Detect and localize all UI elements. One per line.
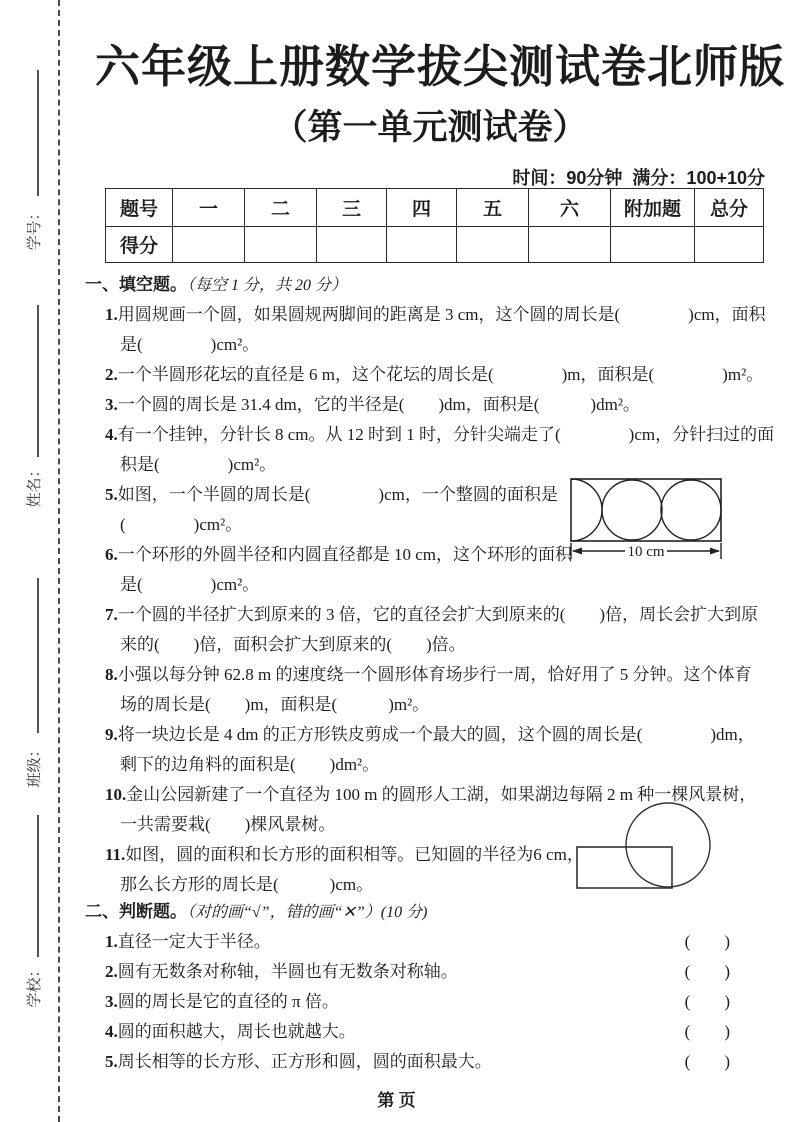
- judge-blank-parens: ( ): [684, 962, 730, 981]
- judge-blank-parens: ( ): [684, 932, 730, 951]
- judge-row: [85, 1047, 775, 1077]
- question-line: [85, 720, 775, 750]
- question-line: [85, 690, 775, 720]
- class-field-label: 班级：: [27, 742, 43, 788]
- name-write-line: [37, 305, 39, 457]
- question-text: 积是( )cm²。: [120, 455, 277, 474]
- question-number: 5.: [105, 1052, 118, 1071]
- figure-circle: [626, 803, 710, 887]
- question-text: 一个环形的外圆半径和内圆直径都是 10 cm，这个环形的面积: [117, 545, 573, 564]
- question-text: 那么长方形的周长是( )cm。: [120, 875, 374, 894]
- question-text: 有一个挂钟，分针长 8 cm。从 12 时到 1 时，分针尖端走了( )cm，分针扫过的面: [117, 425, 775, 444]
- question-text: ( )cm²。: [120, 515, 243, 534]
- section-heading: [85, 270, 775, 300]
- question-line: [85, 300, 775, 330]
- judge-blank-parens: ( ): [684, 992, 730, 1011]
- question-text: 一个半圆形花坛的直径是 6 m，这个花坛的周长是( )m，面积是( )m²。: [117, 365, 764, 384]
- school-write-line: [37, 815, 39, 957]
- question-number: 3.: [105, 992, 118, 1011]
- question-number: 2.: [105, 365, 118, 384]
- score-cell: [317, 227, 387, 263]
- page-footer: 第 页: [377, 1091, 416, 1110]
- question-number: 1.: [105, 932, 118, 951]
- name-field-label: 姓名：: [27, 462, 43, 508]
- score-table-header-cell: 二: [245, 189, 317, 227]
- fold-dashed-line: [58, 0, 60, 1122]
- question-text: 剩下的边角料的面积是( )dm²。: [120, 755, 380, 774]
- score-table: [105, 188, 764, 263]
- figure-circles-in-rectangle: [570, 477, 770, 562]
- judge-row: [85, 987, 775, 1017]
- question-number: 4.: [105, 425, 118, 444]
- score-table-header-cell: 六: [529, 189, 611, 227]
- figure-circle-rectangle-overlap: [575, 800, 715, 892]
- class-write-line: [37, 578, 39, 733]
- school-field-label: 学校：: [27, 962, 43, 1008]
- score-table-header-cell: 五: [457, 189, 529, 227]
- student-id-write-line: [37, 70, 39, 196]
- question-number: 4.: [105, 1022, 118, 1041]
- judge-section: [85, 897, 775, 1077]
- question-number: 1.: [105, 305, 118, 324]
- judge-row: [85, 957, 775, 987]
- score-table-header-cell: 一: [173, 189, 245, 227]
- question-text: 一个圆的半径扩大到原来的 3 倍，它的直径会扩大到原来的( )倍，周长会扩大到原: [117, 605, 759, 624]
- arrowhead-left: [572, 548, 582, 555]
- judge-blank-parens: ( ): [684, 1022, 730, 1041]
- score-cell: [611, 227, 695, 263]
- question-number: 5.: [105, 485, 118, 504]
- question-line: [85, 750, 775, 780]
- score-table-header-cell: 三: [317, 189, 387, 227]
- question-line: [85, 360, 775, 390]
- question-line: [85, 390, 775, 420]
- section-title: 一、填空题。: [85, 275, 187, 294]
- judge-row: [85, 927, 775, 957]
- question-text: 圆的周长是它的直径的 π 倍。: [117, 992, 339, 1011]
- question-text: 周长相等的长方形、正方形和圆，圆的面积最大。: [117, 1052, 492, 1071]
- score-table-header-cell: 题号: [106, 189, 173, 227]
- question-text: 将一块边长是 4 dm 的正方形铁皮剪成一个最大的圆，这个圆的周长是( )dm，: [117, 725, 755, 744]
- section-title: 二、判断题。: [85, 902, 187, 921]
- question-line: [85, 330, 775, 360]
- figure-rectangle: [577, 847, 672, 888]
- score-row-label: 得分: [106, 227, 173, 263]
- question-number: 8.: [105, 665, 118, 684]
- score-table-header-cell: 附加题: [611, 189, 695, 227]
- section-note: （每空 1 分，共 20 分）: [187, 277, 348, 294]
- section-note: （对的画“√”，错的画“✕”）(10 分): [187, 904, 428, 921]
- question-text: 圆有无数条对称轴，半圆也有无数条对称轴。: [117, 962, 458, 981]
- question-text: 一个圆的周长是 31.4 dm，它的半径是( )dm，面积是( )dm²。: [117, 395, 640, 414]
- question-text: 场的周长是( )m，面积是( )m²。: [120, 695, 430, 714]
- judge-blank-parens: ( ): [684, 1052, 730, 1071]
- question-text: 直径一定大于半径。: [117, 932, 271, 951]
- dimension-label: 10 cm: [627, 544, 665, 560]
- page-subtitle: （第一单元测试卷）: [272, 108, 588, 147]
- question-number: 10.: [105, 785, 127, 804]
- question-line: [85, 570, 775, 600]
- question-number: 6.: [105, 545, 118, 564]
- question-number: 9.: [105, 725, 118, 744]
- question-line: [85, 600, 775, 630]
- score-table-header-cell: 四: [387, 189, 457, 227]
- score-cell: [457, 227, 529, 263]
- section-heading: [85, 897, 775, 927]
- question-text: 小强以每分钟 62.8 m 的速度绕一个圆形体育场步行一周，恰好用了 5 分钟。这个体育: [117, 665, 752, 684]
- score-cell: [695, 227, 764, 263]
- question-line: [85, 660, 775, 690]
- score-cell: [245, 227, 317, 263]
- figure-circle: [602, 480, 662, 540]
- student-id-field-label: 学号：: [27, 205, 43, 251]
- question-text: 圆的面积越大，周长也就越大。: [117, 1022, 356, 1041]
- question-line: [85, 450, 775, 480]
- judge-row: [85, 1017, 775, 1047]
- question-text: 是( )cm²。: [120, 335, 260, 354]
- question-text: 一共需要栽( )棵风景树。: [120, 815, 336, 834]
- question-number: 11.: [105, 845, 126, 864]
- question-line: [85, 420, 775, 450]
- score-cell: [173, 227, 245, 263]
- exam-meta: 时间：90分钟 满分：100+10分: [512, 168, 765, 188]
- score-table-header-cell: 总分: [695, 189, 764, 227]
- question-number: 2.: [105, 962, 118, 981]
- arrowhead-right: [710, 548, 720, 555]
- question-text: 来的( )倍，面积会扩大到原来的( )倍。: [120, 635, 466, 654]
- question-text: 用圆规画一个圆，如果圆规两脚间的距离是 3 cm，这个圆的周长是( )cm，面积: [117, 305, 766, 324]
- score-cell: [387, 227, 457, 263]
- question-text: 如图，一个半圆的周长是( )cm，一个整圆的面积是: [117, 485, 558, 504]
- figure-semicircle: [571, 479, 602, 541]
- question-text: 是( )cm²。: [120, 575, 260, 594]
- score-cell: [529, 227, 611, 263]
- question-line: [85, 630, 775, 660]
- question-number: 3.: [105, 395, 118, 414]
- page-title: 六年级上册数学拔尖测试卷北师版: [95, 41, 786, 92]
- figure-circle: [661, 480, 721, 540]
- question-number: 7.: [105, 605, 118, 624]
- question-text: 金山公园新建了一个直径为 100 m 的圆形人工湖，如果湖边每隔 2 m 种一棵风景树，: [126, 785, 757, 804]
- question-text: 如图，圆的面积和长方形的面积相等。已知圆的半径为6 cm，: [125, 845, 584, 864]
